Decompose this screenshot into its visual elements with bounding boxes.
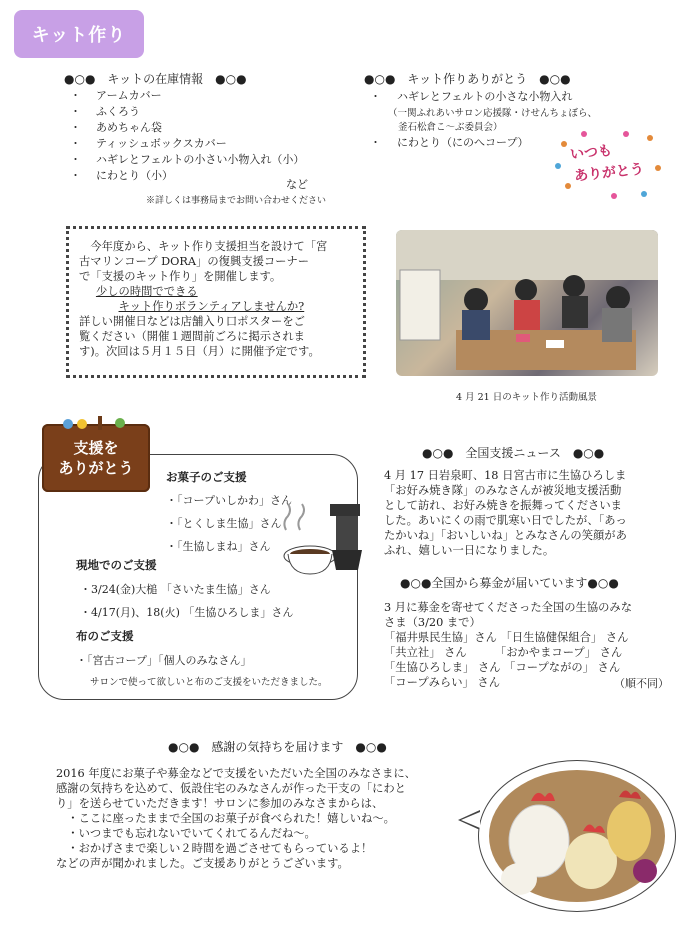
volunteer-line: で「支援のキット作り」を開催します。	[79, 270, 282, 283]
volunteer-line: キット作りボランティアしませんか?	[118, 300, 305, 313]
stock-heading: ●○● キットの在庫情報 ●○●	[64, 72, 247, 86]
volunteer-box	[66, 226, 366, 378]
badge-line1: いつも	[569, 142, 613, 164]
badge-line2: ありがとう	[573, 161, 645, 185]
gratitude-heading: ●○● 感謝の気持ちを届けます ●○●	[168, 740, 387, 754]
local-heading: 現地でのご支援	[76, 558, 157, 572]
kit-thanks-sub1: （一関ふれあいサロン応援隊・けせんちょぼら、	[388, 108, 598, 119]
volunteer-line: 詳しい開催日などは店舗入り口ポスターをご	[79, 315, 305, 328]
volunteer-line: す)。次回は５月１５日（月）に開催予定です。	[79, 345, 320, 358]
sweets-heading: お菓子のご支援	[166, 470, 247, 484]
sweets-item: ・「コープいしかわ」さん	[166, 494, 292, 507]
kit-thanks-item1: ハギレとフェルトの小さな小物入れ	[397, 90, 573, 103]
sign-line1: 支援を	[73, 439, 119, 457]
chicken-photo-bubble	[478, 760, 676, 912]
kit-thanks-item: ・ ハギレとフェルトの小さな小物入れ	[370, 90, 573, 103]
bird-icon	[58, 416, 138, 430]
list-item: ・ ハギレとフェルトの小さい小物入れ（小）	[70, 152, 304, 168]
donation-line: 「コープみらい」 さん	[384, 676, 500, 689]
gratitude-line: ・ここに座ったままで全国のお菓子が食べられた！嬉しいね～。	[56, 812, 395, 825]
support-sign	[42, 424, 150, 492]
news-line: 「お好み焼き隊」のみなさんが被災地支援活動	[384, 484, 622, 497]
sweets-item: ・「生協しまね」さん	[166, 540, 271, 553]
news-heading: ●○● 全国支援ニュース ●○●	[422, 446, 605, 460]
chicken-icon	[479, 761, 675, 911]
gratitude-body	[56, 766, 416, 871]
volunteer-line: 少しの時間でできる	[95, 285, 198, 298]
stock-etc: など	[286, 178, 308, 191]
news-line: として訪れ、お好み焼きを振舞ってくださいま	[384, 499, 622, 512]
stock-list	[70, 88, 304, 184]
list-item: ・ あめちゃん袋	[70, 120, 304, 136]
coffee-icon	[276, 500, 368, 578]
sign-line2: ありがとう	[58, 459, 134, 477]
gratitude-line: などの声が聞かれました。ご支援ありがとうございます。	[56, 857, 349, 870]
volunteer-line: 覧ください（開催１週間前ごろに掲示されま	[79, 330, 305, 343]
donation-line: 「福井県民生協」さん 「日生協健保組合」 さん	[384, 631, 629, 644]
news-line: 4 月 17 日岩泉町、18 日宮古市に生協ひろしま	[384, 469, 627, 482]
cloth-note: サロンで使って欲しいと布のご支援をいただきました。	[90, 677, 328, 688]
kit-thanks-heading: ●○● キット作りありがとう ●○●	[364, 72, 571, 86]
gratitude-line: り」を送らせていただきます！サロンに参加のみなさまからは、	[56, 797, 384, 810]
speech-tail-inner	[461, 812, 480, 828]
news-line: ふれ、嬉しい一日になりました。	[384, 544, 555, 557]
donation-line: 「共立社」 さん 「おかやまコープ」 さん	[384, 646, 623, 659]
volunteer-line: 今年度から、キット作り支援担当を設けて「宮	[90, 240, 328, 253]
page-title: キット作り	[14, 10, 144, 58]
donation-line: 「生協ひろしま」 さん 「コープながの」 さん	[384, 661, 621, 674]
gratitude-line: ・おかげさまで楽しい２時間を過ごさせてもらっているよ！	[56, 842, 373, 855]
list-item: ・ アームカバー	[70, 88, 304, 104]
kit-thanks-sub2: 釜石松倉こ～ぶ委員会）	[398, 122, 503, 133]
list-item: ・ ふくろう	[70, 104, 304, 120]
donation-heading: ●○●全国から募金が届いています●○●	[400, 576, 619, 590]
photo-caption: 4 月 21 日のキット作り活動風景	[456, 392, 598, 403]
local-item: ・3/24(金)大槌 「さいたま生協」さん	[80, 583, 271, 596]
sweets-item: ・「とくしま生協」さん	[166, 517, 282, 530]
news-line: たかいね」「おいしいね」とみなさんの笑顔があ	[384, 529, 627, 542]
kit-thanks-item2: にわとり（にのへコープ）	[397, 136, 529, 149]
donation-line: 3 月に募金を寄せてくださった全国の生協のみな	[384, 601, 633, 614]
photo-image	[396, 230, 658, 376]
local-item: ・4/17(月)、18(火) 「生協ひろしま」さん	[80, 606, 294, 619]
volunteer-line: 古マリンコープ DORA」の復興支援コーナー	[79, 255, 310, 268]
donation-line: さま（3/20 まで）	[384, 616, 481, 629]
activity-photo	[396, 230, 658, 376]
cloth-item: ・「宮古コープ」「個人のみなさん」	[76, 654, 252, 667]
news-line: した。あいにくの雨で肌寒い日でしたが、「あっ	[384, 514, 627, 527]
list-item: ・ ティッシュボックスカバー	[70, 136, 304, 152]
kit-thanks-item: ・ にわとり（にのへコープ）	[370, 136, 529, 149]
stock-note: ※詳しくは事務局までお問い合わせください	[146, 196, 327, 206]
donation-order: （順不同）	[614, 677, 669, 690]
news-body	[384, 468, 627, 558]
gratitude-line: 2016 年度にお菓子や募金などで支援をいただいた全国のみなさまに、	[56, 767, 416, 780]
cloth-heading: 布のご支援	[76, 629, 134, 643]
list-item: ・ にわとり（小）	[70, 168, 304, 184]
thanks-badge	[554, 128, 666, 202]
gratitude-line: 感謝の気持ちを込めて、仮設住宅のみなさんが作った干支の「にわと	[56, 782, 406, 795]
donation-body	[384, 600, 632, 690]
gratitude-line: ・いつまでも忘れないでいてくれてるんだね～。	[56, 827, 316, 840]
